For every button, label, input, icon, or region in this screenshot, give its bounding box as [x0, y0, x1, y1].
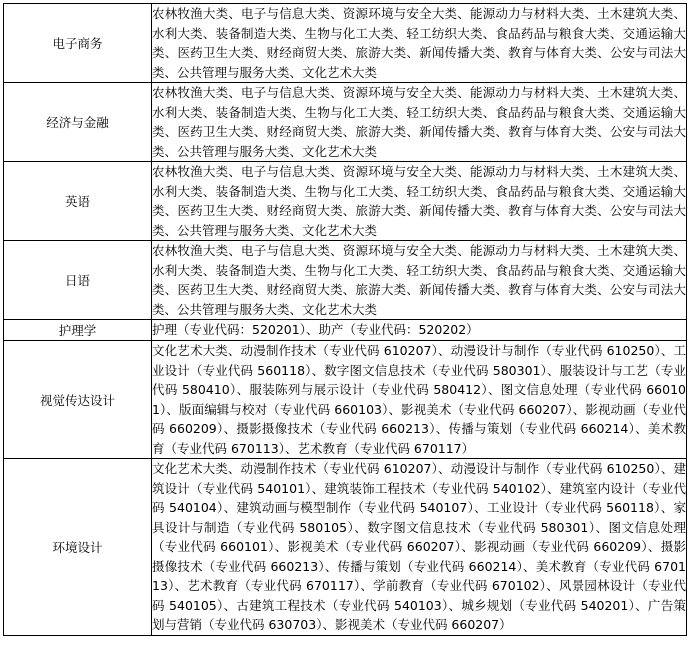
eligible-categories: 护理（专业代码：520201）、助产（专业代码：520202）	[152, 320, 687, 341]
table-row	[4, 162, 687, 241]
eligible-categories: 农林牧渔大类、电子与信息大类、资源环境与安全大类、能源动力与材料大类、土木建筑大类、水利大类、装备制造大类、生物与化工大类、轻工纺织大类、食品药品与粮食大类、交通运输大类、医药卫生大类、财经商贸大类、旅游大类、新闻传播大类、教育与体育大类、公安与司法大类、公共管理与服务大类、文化艺术大类	[152, 241, 687, 320]
eligible-categories: 文化艺术大类、动漫制作技术（专业代码 610207）、动漫设计与制作（专业代码 610250）、工业设计（专业代码 560118）、数字图文信息技术（专业代码 580301）、服装设计与工艺（专业代码 580410）、服装陈列与展示设计（专业代码 580412）、图文信息处理（专业代码 660101）、版面编辑与校对（专业代码 660103）、影视美术（专业代码 660207）、影视动画（专业代码 660209）、摄影摄像技术（专业代码 660213）、传播与策划（专业代码 660214）、美术教育（专业代码 670113）、艺术教育（专业代码 670117）	[152, 341, 687, 459]
table-row	[4, 4, 687, 83]
major-name: 视觉传达设计	[4, 341, 152, 459]
table-row	[4, 459, 687, 636]
eligible-categories: 农林牧渔大类、电子与信息大类、资源环境与安全大类、能源动力与材料大类、土木建筑大类、水利大类、装备制造大类、生物与化工大类、轻工纺织大类、食品药品与粮食大类、交通运输大类、医药卫生大类、财经商贸大类、旅游大类、新闻传播大类、教育与体育大类、公安与司法大类、公共管理与服务大类、文化艺术大类	[152, 4, 687, 83]
major-name: 护理学	[4, 320, 152, 341]
table-row	[4, 341, 687, 459]
major-name: 经济与金融	[4, 83, 152, 162]
table-row	[4, 83, 687, 162]
major-name: 环境设计	[4, 459, 152, 636]
major-requirements-table	[3, 3, 687, 636]
eligible-categories: 农林牧渔大类、电子与信息大类、资源环境与安全大类、能源动力与材料大类、土木建筑大类、水利大类、装备制造大类、生物与化工大类、轻工纺织大类、食品药品与粮食大类、交通运输大类、医药卫生大类、财经商贸大类、旅游大类、新闻传播大类、教育与体育大类、公安与司法大类、公共管理与服务大类、文化艺术大类	[152, 83, 687, 162]
eligible-categories: 农林牧渔大类、电子与信息大类、资源环境与安全大类、能源动力与材料大类、土木建筑大类、水利大类、装备制造大类、生物与化工大类、轻工纺织大类、食品药品与粮食大类、交通运输大类、医药卫生大类、财经商贸大类、旅游大类、新闻传播大类、教育与体育大类、公安与司法大类、公共管理与服务大类、文化艺术大类	[152, 162, 687, 241]
table-row	[4, 241, 687, 320]
major-name: 英语	[4, 162, 152, 241]
table-row	[4, 320, 687, 341]
major-name: 日语	[4, 241, 152, 320]
eligible-categories: 文化艺术大类、动漫制作技术（专业代码 610207）、动漫设计与制作（专业代码 610250）、建筑设计（专业代码 540101）、建筑装饰工程技术（专业代码 540102）、建筑室内设计（专业代码 540104）、建筑动画与模型制作（专业代码 540107）、工业设计（专业代码 560118）、家具设计与制造（专业代码 580105）、数字图文信息技术（专业代码 580301）、图文信息处理（专业代码 660101）、影视美术（专业代码 660207）、影视动画（专业代码 660209）、摄影摄像技术（专业代码 660213）、传播与策划（专业代码 660214）、美术教育（专业代码 670113）、艺术教育（专业代码 670117）、学前教育（专业代码 670102）、风景园林设计（专业代码 540105）、古建筑工程技术（专业代码 540103）、城乡规划（专业代码 540201）、广告策划与营销（专业代码 630703）、影视美术（专业代码 660207）	[152, 459, 687, 636]
major-name: 电子商务	[4, 4, 152, 83]
